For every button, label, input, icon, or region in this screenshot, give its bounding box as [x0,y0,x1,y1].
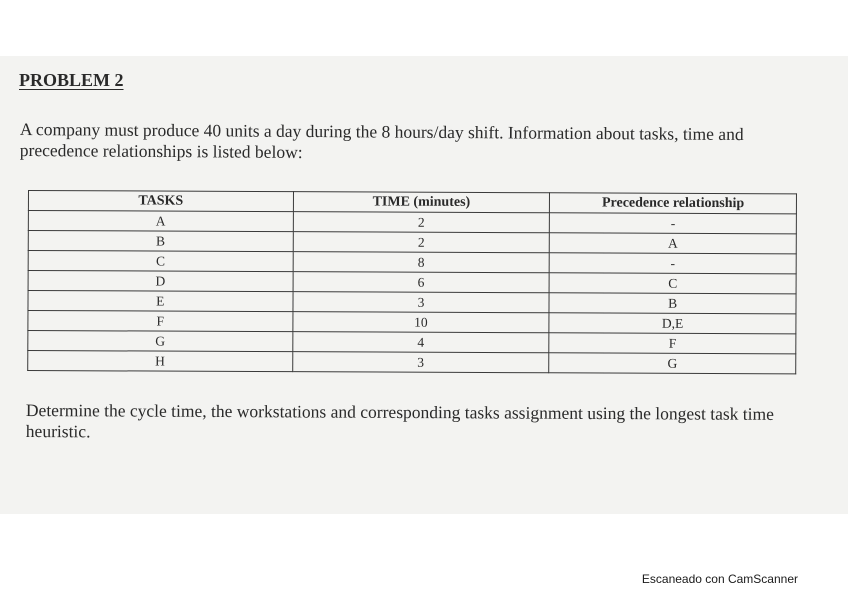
precedence-cell: C [549,273,796,294]
task-cell: A [28,211,293,232]
time-cell: 2 [293,212,550,233]
precedence-cell: B [549,293,796,314]
task-cell: G [28,331,293,352]
camscanner-watermark: Escaneado con CamScanner [641,572,798,586]
task-cell: E [28,291,293,312]
tasks-table-container [28,190,797,371]
problem-instruction-text: Determine the cycle time, the workstations and corresponding tasks assignment using the longest task time heuristic. [25,400,774,442]
time-cell: 6 [293,272,550,293]
task-cell: F [28,311,293,332]
column-header-time: TIME (minutes) [293,192,550,213]
task-cell: D [28,271,293,292]
problem-intro-text: A company must produce 40 units a day during the 8 hours/day shift. Information about tasks, time and precedence relationships is listed below: [19,119,744,162]
task-cell: C [28,251,293,272]
task-cell: H [28,351,293,372]
column-header-precedence: Precedence relationship [550,193,797,214]
task-cell: B [28,231,293,252]
time-cell: 4 [292,332,549,353]
time-cell: 8 [293,252,550,273]
time-cell: 3 [293,292,550,313]
precedence-cell: A [550,233,797,254]
problem-heading: PROBLEM 2 [19,70,124,90]
precedence-cell: D,E [549,313,796,334]
tasks-table [27,190,797,374]
time-cell: 10 [293,312,550,333]
column-header-tasks: TASKS [28,191,293,212]
table-row [28,351,796,374]
precedence-cell: - [549,253,796,274]
time-cell: 2 [293,232,550,253]
precedence-cell: F [549,333,796,354]
precedence-cell: - [550,213,797,234]
precedence-cell: G [549,353,796,374]
time-cell: 3 [292,352,549,373]
